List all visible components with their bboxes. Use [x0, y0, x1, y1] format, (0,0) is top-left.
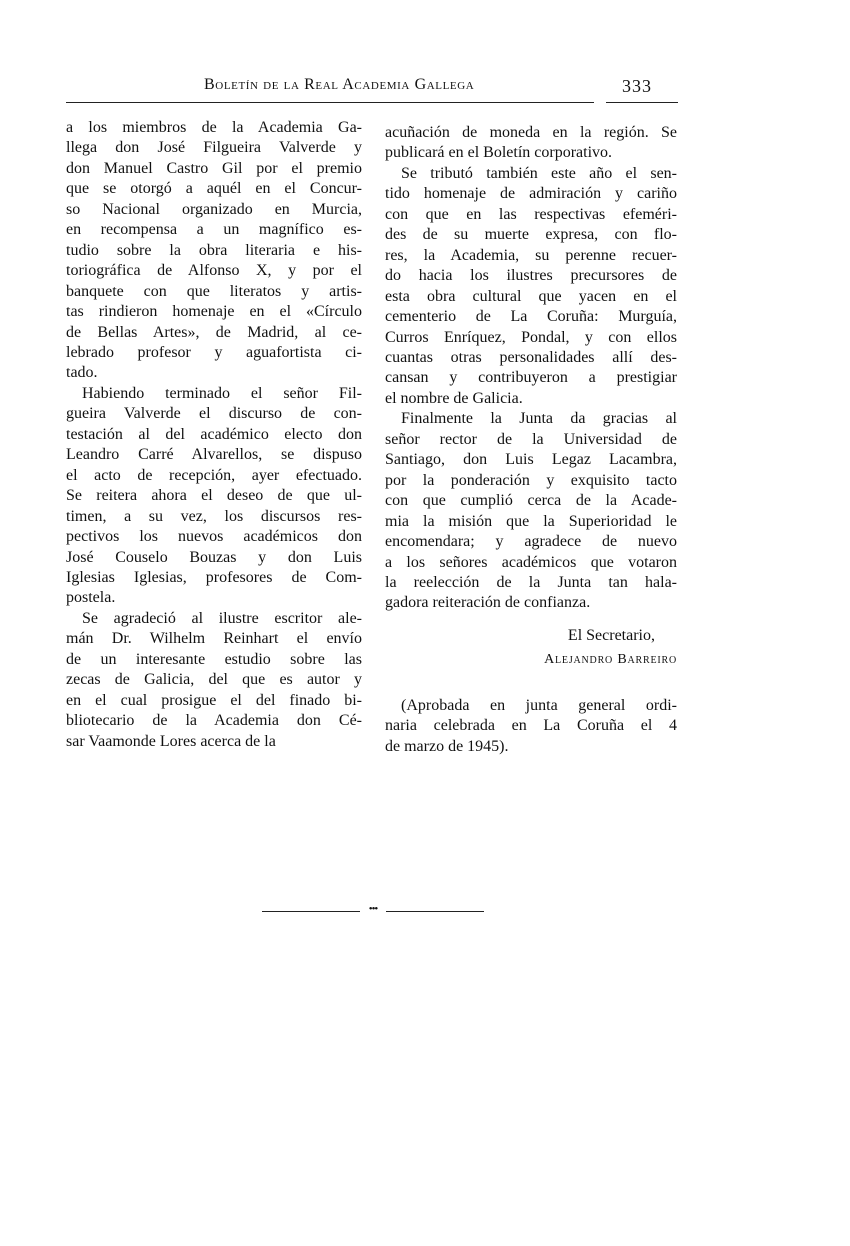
- text-line: Iglesias Iglesias, profesores de Com-: [66, 568, 362, 586]
- text-line: zecas de Galicia, del que es autor y: [66, 671, 362, 689]
- text-line: Se agradeció al ilustre escritor ale-: [82, 609, 362, 627]
- text-line: la reelección de la Junta tan hala-: [385, 573, 677, 591]
- text-line: tas rindieron homenaje en el «Círculo: [66, 303, 362, 321]
- text-line: cementerio de La Coruña: Murguía,: [385, 308, 677, 326]
- page-number: 333: [622, 76, 652, 96]
- note-line: naria celebrada en La Coruña el 4: [385, 717, 677, 735]
- text-line: gadora reiteración de confianza.: [385, 594, 591, 612]
- text-line: de un interesante estudio sobre las: [66, 650, 362, 668]
- text-line: tido homenaje de admiración y cariño: [385, 185, 677, 203]
- text-line: a los miembros de la Academia Ga-: [66, 119, 362, 136]
- text-line: Leandro Carré Alvarellos, se dispuso: [66, 446, 362, 464]
- end-ornament: [262, 903, 484, 918]
- text-line: a los señores académicos que votaron: [385, 553, 677, 571]
- text-line: Curros Enríquez, Pondal, y con ellos: [385, 328, 677, 346]
- text-line: banquete con que literatos y artis-: [66, 282, 362, 300]
- signature-name: Alejandro Barreiro: [544, 652, 677, 667]
- text-line: encomendara; y agradece de nuevo: [385, 533, 677, 551]
- text-line: Habiendo terminado el señor Fil-: [82, 384, 362, 402]
- text-line: do hacia los ilustres precursores de: [385, 267, 677, 285]
- text-line: don Manuel Castro Gil por el premio: [66, 159, 362, 177]
- header-rule-short: [606, 102, 678, 103]
- text-line: cansan y contribuyeron a prestigiar: [385, 369, 677, 387]
- text-line: por la ponderación y exquisito tacto: [385, 471, 677, 489]
- text-line: Finalmente la Junta da gracias al: [401, 410, 677, 428]
- text-line: res, la Academia, su perenne recuer-: [385, 246, 677, 264]
- text-line: Santiago, don Luis Legaz Lacambra,: [385, 451, 677, 469]
- text-line: José Couselo Bouzas y don Luis: [66, 548, 362, 566]
- text-line: señor rector de la Universidad de: [385, 430, 677, 448]
- text-line: toriográfica de Alfonso X, y por el: [66, 262, 362, 280]
- text-line: bliotecario de la Academia don Cé-: [66, 712, 362, 730]
- text-line: que se otorgó a aquél en el Concur-: [66, 180, 362, 198]
- text-line: mia la misión que la Superioridad le: [385, 512, 677, 530]
- text-line: el acto de recepción, ayer efectuado.: [66, 466, 362, 484]
- text-line: sar Vaamonde Lores acerca de la: [66, 732, 276, 750]
- text-line: tado.: [66, 364, 98, 382]
- text-line: de Bellas Artes», de Madrid, al ce-: [66, 323, 362, 341]
- text-line: llega don José Filgueira Valverde y: [66, 139, 362, 157]
- text-line: acuñación de moneda en la región. Se: [385, 124, 677, 141]
- text-line: cuantas otras personalidades allí des-: [385, 348, 677, 366]
- text-line: con que en las respectivas efeméri-: [385, 205, 677, 223]
- text-line: pectivos los nuevos académicos don: [66, 528, 362, 546]
- text-line: postela.: [66, 589, 116, 607]
- text-line: Se tributó también este año el sen-: [401, 164, 677, 182]
- right-column: [385, 123, 677, 614]
- text-line: en el cual prosigue el del finado bi-: [66, 691, 362, 709]
- text-line: publicará en el Boletín corporativo.: [385, 144, 613, 162]
- text-line: so Nacional organizado en Murcia,: [66, 200, 362, 218]
- ornament-line-right: [386, 911, 484, 912]
- ornament-dots: •••: [368, 903, 378, 915]
- text-line: mán Dr. Wilhelm Reinhart el envío: [66, 630, 362, 648]
- text-line: en recompensa a un magnífico es-: [66, 221, 362, 239]
- text-line: tudio sobre la obra literaria e his-: [66, 241, 362, 259]
- text-line: testación al del académico electo don: [66, 425, 362, 443]
- text-line: lebrado profesor y aguafortista ci-: [66, 343, 362, 361]
- text-line: gueira Valverde el discurso de con-: [66, 405, 362, 423]
- text-line: Se reitera ahora el deseo de que ul-: [66, 487, 362, 505]
- text-line: con que cumplió cerca de la Acade-: [385, 492, 677, 510]
- running-header: [66, 72, 678, 104]
- text-line: esta obra cultural que yacen en el: [385, 287, 677, 305]
- ornament-line-left: [262, 911, 360, 912]
- approval-note: [385, 696, 677, 757]
- note-line: de marzo de 1945).: [385, 737, 509, 755]
- signature-role: El Secretario,: [567, 627, 655, 644]
- text-line: timen, a su vez, los discursos res-: [66, 507, 362, 525]
- note-line: (Aprobada en junta general ordi-: [401, 697, 677, 714]
- left-column: [66, 118, 362, 752]
- text-line: des de su muerte expresa, con flo-: [385, 226, 677, 244]
- text-line: el nombre de Galicia.: [385, 389, 523, 407]
- header-rule: [66, 102, 594, 103]
- journal-title: Boletín de la Real Academia Gallega: [204, 76, 475, 93]
